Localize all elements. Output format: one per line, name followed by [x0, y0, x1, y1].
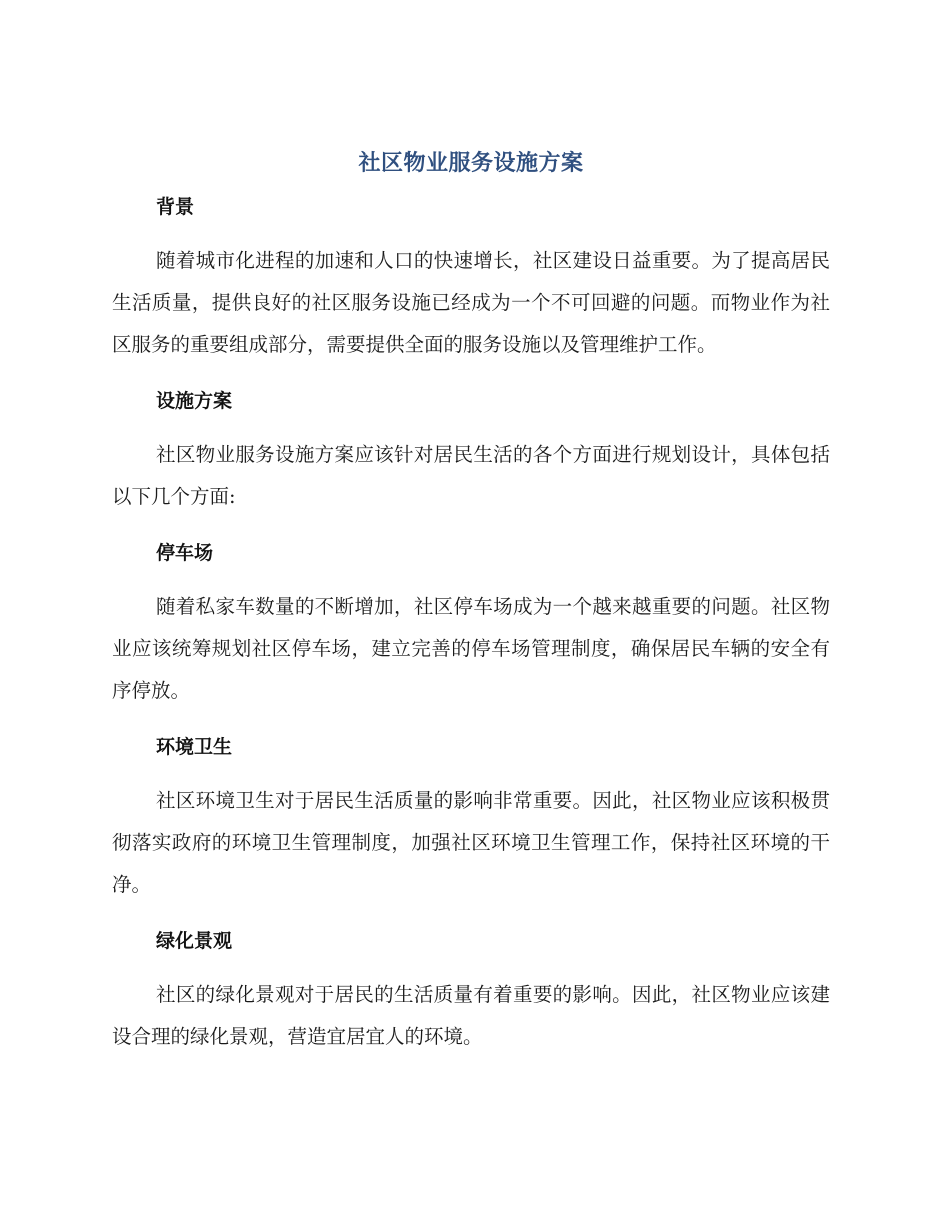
- section-heading: 背景: [156, 196, 195, 218]
- section-background: [112, 194, 830, 366]
- section-parking: [112, 540, 830, 712]
- document-title: 社区物业服务设施方案: [358, 151, 584, 176]
- section-paragraph: 随着私家车数量的不断增加，社区停车场成为一个越来越重要的问题。社区物业应该统筹规划社区停车场，建立完善的停车场管理制度，确保居民车辆的安全有序停放。: [112, 595, 830, 702]
- section-paragraph: 社区物业服务设施方案应该针对居民生活的各个方面进行规划设计，具体包括以下几个方面:: [112, 443, 830, 508]
- section-paragraph: 社区环境卫生对于居民生活质量的影响非常重要。因此，社区物业应该积极贯彻落实政府的环境卫生管理制度，加强社区环境卫生管理工作，保持社区环境的干净。: [112, 789, 830, 896]
- section-paragraph: 随着城市化进程的加速和人口的快速增长，社区建设日益重要。为了提高居民生活质量，提供良好的社区服务设施已经成为一个不可回避的问题。而物业作为社区服务的重要组成部分，需要提供全面的服务设施以及管理维护工作。: [112, 249, 830, 356]
- section-facility-plan: [112, 388, 830, 518]
- section-paragraph: 社区的绿化景观对于居民的生活质量有着重要的影响。因此，社区物业应该建设合理的绿化景观，营造宜居宜人的环境。: [112, 983, 830, 1048]
- section-heading: 环境卫生: [156, 736, 233, 758]
- section-sanitation: [112, 734, 830, 906]
- section-landscaping: [112, 928, 830, 1058]
- section-heading: 绿化景观: [156, 930, 233, 952]
- section-heading: 设施方案: [156, 390, 233, 412]
- section-heading: 停车场: [156, 542, 214, 564]
